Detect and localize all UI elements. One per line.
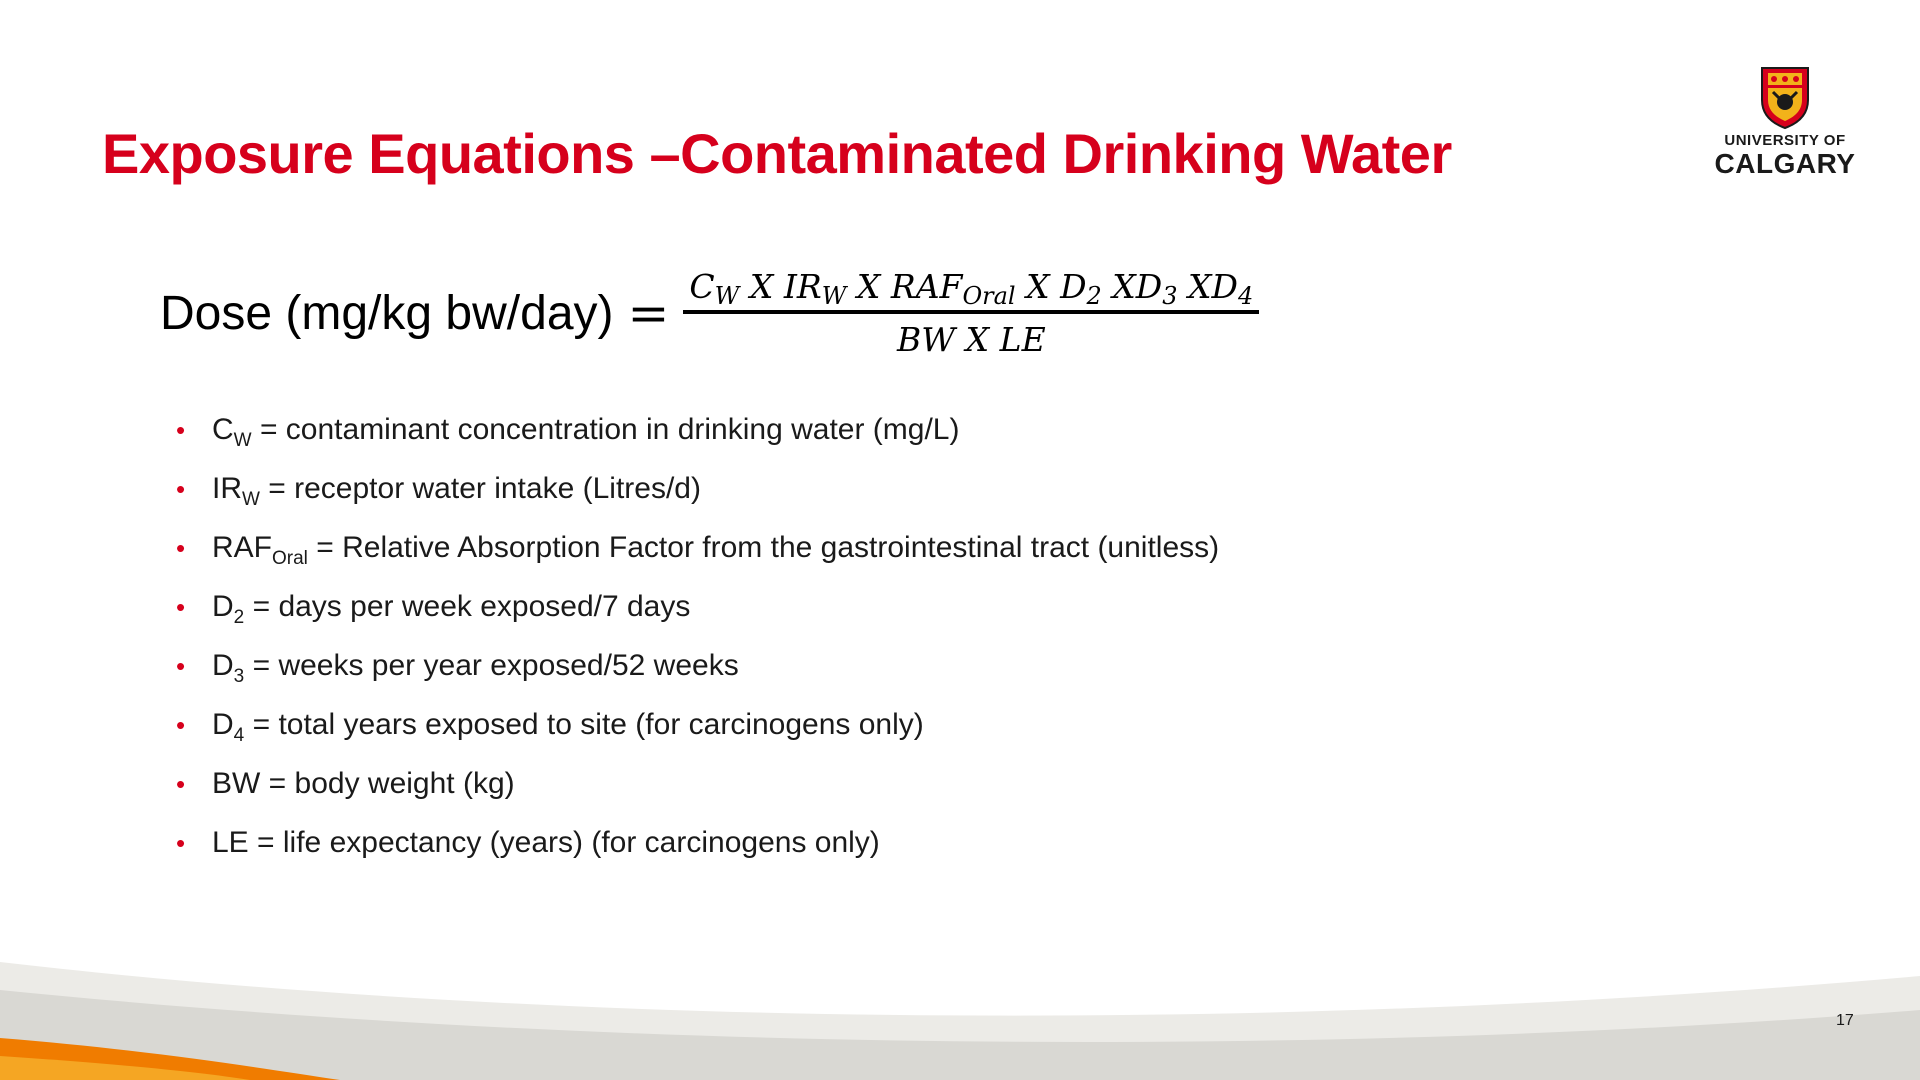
list-item: • $C_W$ = contaminant concentration in drinking water (mg/L) [172, 404, 1219, 463]
variable-definitions-list [172, 404, 1219, 876]
list-item: • $IR_W$ = receptor water intake (Litres/d) [172, 463, 1219, 522]
equation-denominator: BW X LE [897, 320, 1046, 359]
dose-equation [160, 258, 1259, 368]
equation-numerator: $C_W$ X $IR_W$ X $RAF_{Oral}$ X $D_2$ $XD_3$ $XD_4$ [689, 267, 1254, 310]
bullet-icon: • [176, 415, 186, 445]
bullet-icon: • [176, 592, 186, 622]
logo-calgary-text: CALGARY [1714, 148, 1856, 179]
list-item: • $RAF_{Oral}$ = Relative Absorption Factor from the gastrointestinal tract (unitless) [172, 522, 1219, 581]
bullet-icon: • [176, 533, 186, 563]
list-item: • $D_2$ = days per week exposed/7 days [172, 581, 1219, 640]
bullet-icon: • [176, 769, 186, 799]
page-number: 17 [1836, 1012, 1854, 1029]
equation-fraction [683, 267, 1259, 359]
bullet-icon: • [176, 651, 186, 681]
list-item: • LE = life expectancy (years) (for carcinogens only) [172, 817, 1219, 876]
list-item: • $D_4$ = total years exposed to site (for carcinogens only) [172, 699, 1219, 758]
slide-title: Exposure Equations –Contaminated Drinking Water [102, 122, 1452, 185]
equation-equals-sign: = [627, 284, 670, 342]
crest-icon [1758, 64, 1812, 130]
logo-university-text: UNIVERSITY OF [1724, 132, 1846, 149]
bullet-icon: • [176, 710, 186, 740]
bullet-icon: • [176, 474, 186, 504]
footer-swoosh [0, 940, 1920, 1080]
university-logo [1700, 64, 1870, 184]
equation-lhs: Dose (mg/kg bw/day) [160, 286, 614, 340]
list-item: • BW = body weight (kg) [172, 758, 1219, 817]
list-item: • $D_3$ = weeks per year exposed/52 weeks [172, 640, 1219, 699]
bullet-icon: • [176, 828, 186, 858]
